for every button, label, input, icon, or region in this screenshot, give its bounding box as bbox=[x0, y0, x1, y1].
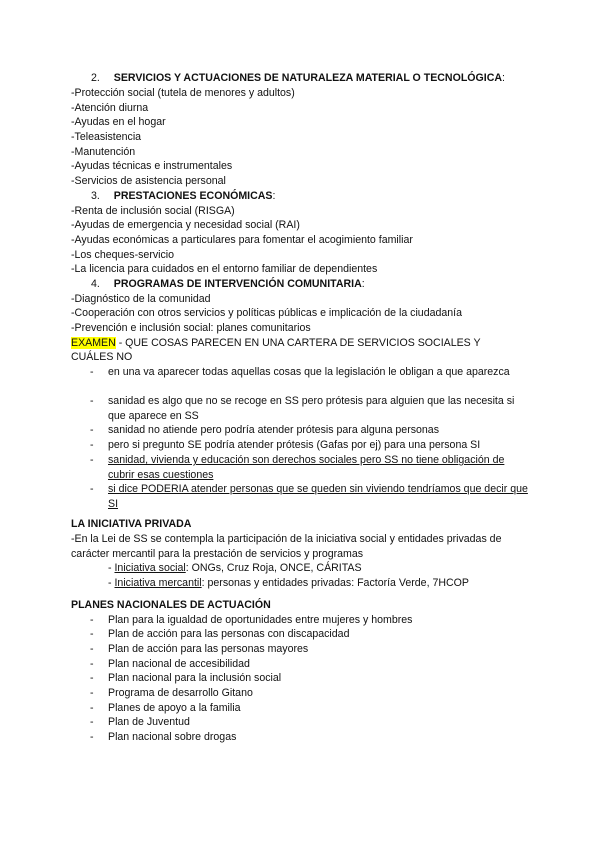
sub-item-mercantil bbox=[108, 576, 469, 591]
plan-item bbox=[90, 627, 530, 642]
sub-label: Iniciativa mercantil bbox=[114, 577, 202, 589]
list-item: -Cooperación con otros servicios y políticas públicas e implicación de la ciudadanía bbox=[71, 307, 462, 319]
plan-item bbox=[90, 657, 530, 672]
bullet-text: si dice PODERIA atender personas que se queden sin viviendo tendríamos que decir que SI bbox=[108, 483, 528, 510]
list-item: -Ayudas de emergencia y necesidad social (RAI) bbox=[71, 219, 300, 231]
bullet-dash: - bbox=[90, 628, 94, 640]
exam-question bbox=[71, 336, 481, 351]
bullet-dash: - bbox=[90, 614, 94, 626]
section-3-number: 3. bbox=[91, 190, 100, 202]
section-3-title: PRESTACIONES ECONÓMICAS bbox=[113, 190, 273, 202]
bullet-dash: - bbox=[90, 483, 94, 495]
bullet-dash: - bbox=[90, 658, 94, 670]
plan-text: Plan nacional para la inclusión social bbox=[108, 672, 282, 684]
sub-dash: - bbox=[108, 577, 115, 589]
section-4-heading bbox=[91, 277, 365, 292]
plan-text: Plan de Juventud bbox=[108, 716, 190, 728]
exam-bullet bbox=[90, 438, 530, 453]
list-item: -Teleasistencia bbox=[71, 131, 142, 143]
bullet-text: pero si pregunto SE podría atender prótesis (Gafas por ej) para una persona SI bbox=[108, 439, 481, 451]
list-item: -Ayudas en el hogar bbox=[71, 116, 166, 128]
exam-question-cont: CUÁLES NO bbox=[71, 351, 133, 363]
bullet-dash: - bbox=[90, 731, 94, 743]
plan-item bbox=[90, 686, 530, 701]
paragraph-line: -En la Lei de SS se contempla la participación de la iniciativa social y entidades privadas de bbox=[71, 533, 502, 545]
list-item: -Manutención bbox=[71, 146, 136, 158]
sub-dash: - bbox=[108, 562, 115, 574]
bullet-dash: - bbox=[90, 454, 94, 466]
sub-text: : personas y entidades privadas: Factoría Verde, 7HCOP bbox=[201, 577, 469, 589]
plan-item bbox=[90, 613, 530, 628]
exam-bullet bbox=[90, 423, 530, 438]
section-3-suffix: : bbox=[272, 190, 276, 202]
exam-bullet bbox=[90, 482, 530, 511]
section-2-title: SERVICIOS Y ACTUACIONES DE NATURALEZA MATERIAL O TECNOLÓGICA bbox=[113, 72, 503, 84]
exam-bullet bbox=[90, 453, 530, 482]
list-item: -La licencia para cuidados en el entorno familiar de dependientes bbox=[71, 263, 378, 275]
bullet-dash: - bbox=[90, 395, 94, 407]
list-item: -Atención diurna bbox=[71, 102, 149, 114]
exam-highlight-label: EXAMEN bbox=[71, 337, 116, 349]
list-item: -Ayudas técnicas e instrumentales bbox=[71, 160, 233, 172]
sub-text: : ONGs, Cruz Roja, ONCE, CÁRITAS bbox=[185, 562, 362, 574]
plan-text: Plan para la igualdad de oportunidades entre mujeres y hombres bbox=[108, 614, 413, 626]
bullet-dash: - bbox=[90, 643, 94, 655]
plan-item bbox=[90, 730, 530, 745]
plan-text: Plan de acción para las personas mayores bbox=[108, 643, 309, 655]
plan-text: Programa de desarrollo Gitano bbox=[108, 687, 253, 699]
plan-item bbox=[90, 715, 530, 730]
paragraph-line: carácter mercantil para la prestación de servicios y programas bbox=[71, 548, 364, 560]
bullet-text: sanidad es algo que no se recoge en SS pero prótesis para alguien que las necesita si que aparece en SS bbox=[108, 395, 515, 422]
national-plans-title: PLANES NACIONALES DE ACTUACIÓN bbox=[71, 599, 271, 611]
plan-text: Planes de apoyo a la familia bbox=[108, 702, 241, 714]
bullet-text: en una va aparecer todas aquellas cosas que la legislación le obligan a que aparezca bbox=[108, 366, 510, 378]
section-4-title: PROGRAMAS DE INTERVENCIÓN COMUNITARIA bbox=[113, 278, 362, 290]
list-item: -Protección social (tutela de menores y adultos) bbox=[71, 87, 295, 99]
sub-label: Iniciativa social bbox=[114, 562, 186, 574]
bullet-dash: - bbox=[90, 687, 94, 699]
plan-text: Plan nacional de accesibilidad bbox=[108, 658, 250, 670]
bullet-text: sanidad no atiende pero podría atender prótesis para alguna personas bbox=[108, 424, 439, 436]
plan-text: Plan nacional sobre drogas bbox=[108, 731, 237, 743]
section-2-suffix: : bbox=[502, 72, 505, 84]
section-4-suffix: : bbox=[361, 278, 365, 290]
bullet-dash: - bbox=[90, 672, 94, 684]
bullet-dash: - bbox=[90, 366, 94, 378]
plan-item bbox=[90, 701, 530, 716]
list-item: -Ayudas económicas a particulares para fomentar el acogimiento familiar bbox=[71, 234, 413, 246]
bullet-dash: - bbox=[90, 424, 94, 436]
bullet-dash: - bbox=[90, 702, 94, 714]
bullet-dash: - bbox=[90, 439, 94, 451]
bullet-dash: - bbox=[90, 716, 94, 728]
exam-question-text: - QUE COSAS PARECEN EN UNA CARTERA DE SERVICIOS SOCIALES Y bbox=[115, 337, 481, 349]
list-item: -Servicios de asistencia personal bbox=[71, 175, 226, 187]
list-item: -Los cheques-servicio bbox=[71, 249, 175, 261]
section-2-number: 2. bbox=[91, 72, 100, 84]
exam-bullet bbox=[90, 394, 530, 423]
bullet-text: sanidad, vivienda y educación son derechos sociales pero SS no tiene obligación de cubrir esas cuestiones bbox=[108, 454, 505, 481]
section-4-number: 4. bbox=[91, 278, 100, 290]
list-item: -Prevención e inclusión social: planes comunitarios bbox=[71, 322, 311, 334]
list-item: -Renta de inclusión social (RISGA) bbox=[71, 205, 235, 217]
sub-item-social bbox=[108, 561, 362, 576]
list-item: -Diagnóstico de la comunidad bbox=[71, 293, 211, 305]
plan-item bbox=[90, 642, 530, 657]
section-3-heading bbox=[91, 189, 275, 204]
section-2-heading bbox=[91, 71, 505, 86]
plan-text: Plan de acción para las personas con discapacidad bbox=[108, 628, 350, 640]
exam-bullet bbox=[90, 365, 530, 380]
plan-item bbox=[90, 671, 530, 686]
private-initiative-title: LA INICIATIVA PRIVADA bbox=[71, 518, 192, 530]
